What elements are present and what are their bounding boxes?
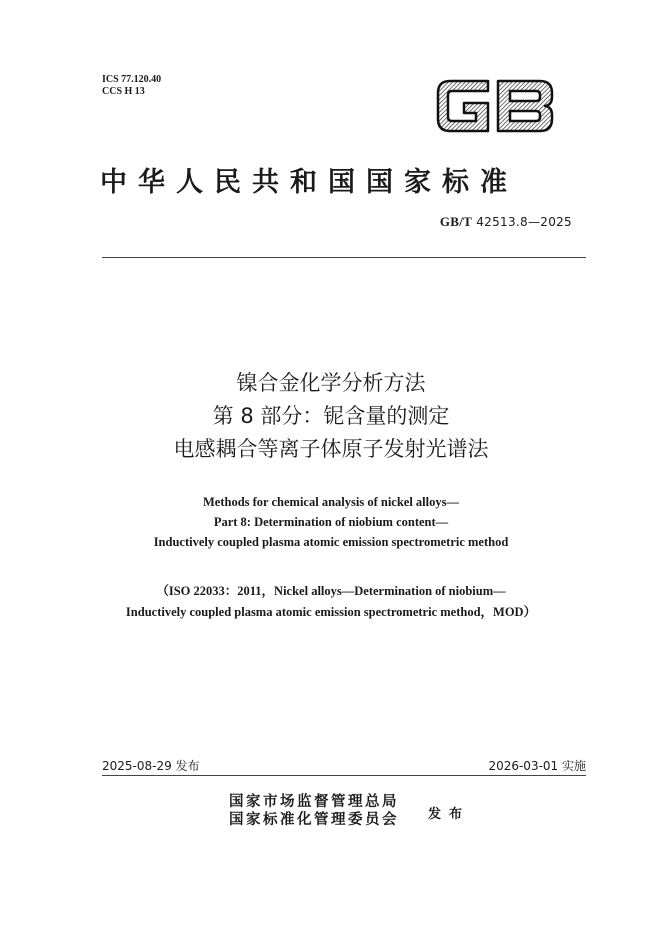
issuing-authorities [229,793,399,829]
standard-code-prefix: GB/T [439,214,473,229]
iso-reference-line2: Inductively coupled plasma atomic emission spectrometric method，MOD） [125,605,537,619]
title-zh [0,367,662,466]
standard-code [440,214,572,230]
national-standard-heading: 中华人民共和国国家标准 [100,167,518,198]
classification-codes [102,74,161,98]
ics-code: ICS 77.120.40 [102,74,162,85]
title-en [0,492,662,552]
implement-date: 2026-03-01 实施 [488,759,586,773]
iso-reference-line1: （ISO 22033：2011，Nickel alloys—Determination of niobium— [156,584,506,598]
ccs-code: CCS H 13 [102,86,145,97]
title-zh-line2: 第 8 部分：铌含量的测定 [212,404,450,428]
bottom-divider [102,775,586,776]
iso-reference [0,581,662,623]
title-zh-line1: 镍合金化学分析方法 [236,371,426,395]
publish-date: 2025-08-29 发布 [102,759,200,773]
title-en-line1: Methods for chemical analysis of nickel alloys— [202,495,459,509]
title-en-line3: Inductively coupled plasma atomic emission spectrometric method [153,535,509,549]
issuer-sac: 国家标准化管理委员会 [229,811,399,828]
issue-action: 发布 [428,807,471,822]
gb-logo-icon [436,77,556,135]
standard-code-number: 42513.8—2025 [476,215,572,229]
issuer-samr: 国家市场监督管理总局 [229,793,399,810]
top-divider [102,257,586,258]
title-en-line2: Part 8: Determination of niobium content— [213,515,449,529]
title-zh-line3: 电感耦合等离子体原子发射光谱法 [173,437,489,461]
